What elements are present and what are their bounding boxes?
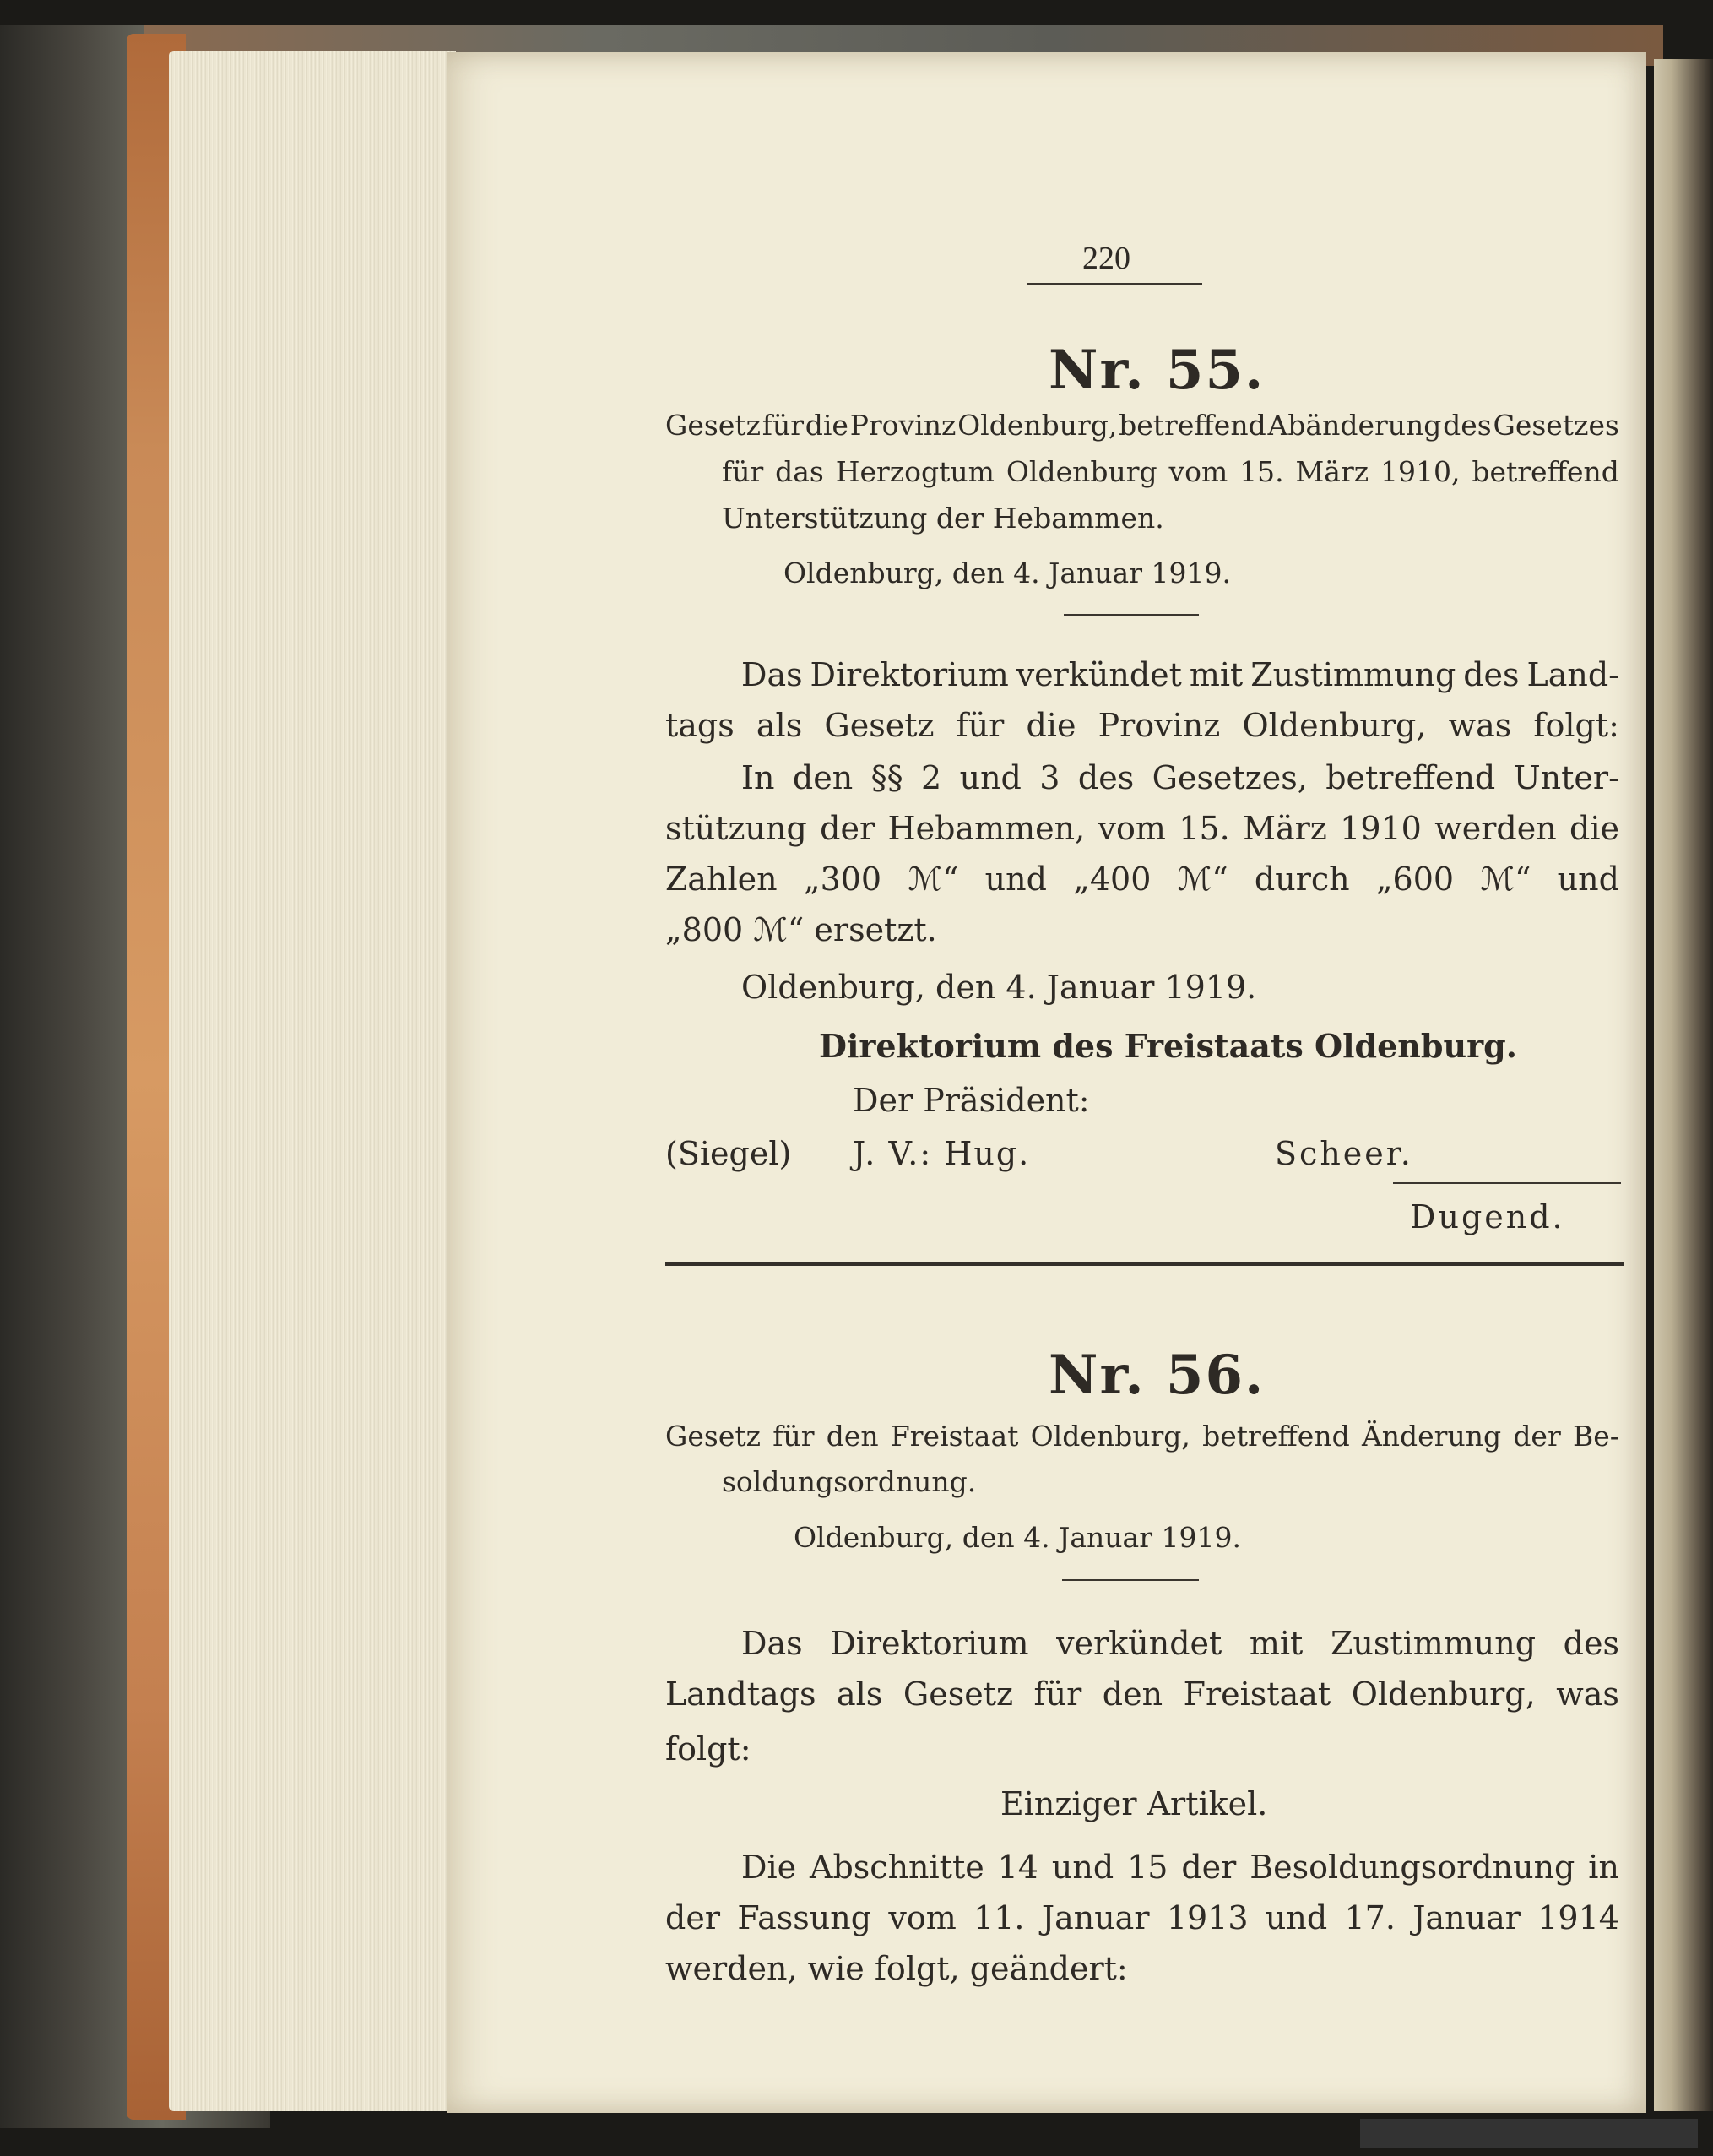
law-55-signatory-body: Direktorium des Freistaats Oldenburg.: [819, 1027, 1517, 1065]
page-number-rule: [1027, 283, 1202, 285]
book-cover-right-edge: [1654, 59, 1713, 2111]
section-separator: [665, 1262, 1624, 1266]
page-stack-edges: [169, 51, 456, 2111]
law-56-title-line-2: soldungsordnung.: [722, 1465, 977, 1498]
law-55-seal: (Siegel): [665, 1135, 792, 1172]
law-55-number: Nr. 55.: [1049, 339, 1266, 402]
law-55-body-line-1: Das Direktorium verkündet mit Zustimmung des Land-: [741, 656, 1619, 693]
law-55-body-line-4: stützung der Hebammen, vom 15. März 1910 werden die: [665, 810, 1619, 847]
law-56-article-line-2: der Fassung vom 11. Januar 1913 und 17. Januar 1914: [665, 1899, 1619, 1936]
law-55-cosigner: Scheer.: [1275, 1135, 1413, 1172]
law-56-divider: [1062, 1579, 1199, 1581]
law-56-number: Nr. 56.: [1049, 1344, 1266, 1407]
law-56-title-line-1: Gesetz für den Freistaat Oldenburg, betreffend Änderung der Be-: [665, 1420, 1619, 1453]
law-55-body-line-6: „800 ℳ“ ersetzt.: [665, 911, 937, 948]
law-55-president-label: Der Präsident:: [853, 1082, 1090, 1119]
law-56-date: Oldenburg, den 4. Januar 1919.: [794, 1521, 1241, 1554]
law-56-body-line-2: Landtags als Gesetz für den Freistaat Oldenburg, was: [665, 1675, 1619, 1713]
law-56-body-line-3: folgt:: [665, 1730, 751, 1768]
scale-bar: [1360, 2119, 1698, 2148]
law-56-article-heading: Einziger Artikel.: [1000, 1785, 1268, 1822]
law-56-body-line-1: Das Direktorium verkündet mit Zustimmung des: [741, 1625, 1619, 1662]
law-55-deputy: J. V.: Hug.: [853, 1135, 1031, 1172]
law-55-closing-date: Oldenburg, den 4. Januar 1919.: [741, 969, 1257, 1006]
law-55-secretary: Dugend.: [1410, 1198, 1565, 1235]
law-55-title-line-3: Unterstützung der Hebammen.: [722, 502, 1164, 535]
book-page: [447, 52, 1646, 2113]
law-55-divider: [1064, 614, 1199, 616]
law-55-body-line-5: Zahlen „300 ℳ“ und „400 ℳ“ durch „600 ℳ“ und: [665, 861, 1619, 898]
law-55-title-line-2: für das Herzogtum Oldenburg vom 15. März 1910, betreffend: [722, 455, 1619, 488]
law-55-body-line-2: tags als Gesetz für die Provinz Oldenburg, was folgt:: [665, 707, 1619, 744]
law-55-body-line-3: In den §§ 2 und 3 des Gesetzes, betreffend Unter-: [741, 759, 1619, 796]
page-number: 220: [1082, 241, 1130, 276]
law-55-secretary-rule: [1393, 1182, 1621, 1184]
law-55-date: Oldenburg, den 4. Januar 1919.: [783, 557, 1231, 589]
law-56-article-line-1: Die Abschnitte 14 und 15 der Besoldungsordnung in: [741, 1849, 1619, 1886]
law-56-article-line-3: werden, wie folgt, geändert:: [665, 1950, 1128, 1987]
law-55-title-line-1: Gesetz für die Provinz Oldenburg, betreffend Abänderung des Gesetzes: [665, 409, 1619, 442]
